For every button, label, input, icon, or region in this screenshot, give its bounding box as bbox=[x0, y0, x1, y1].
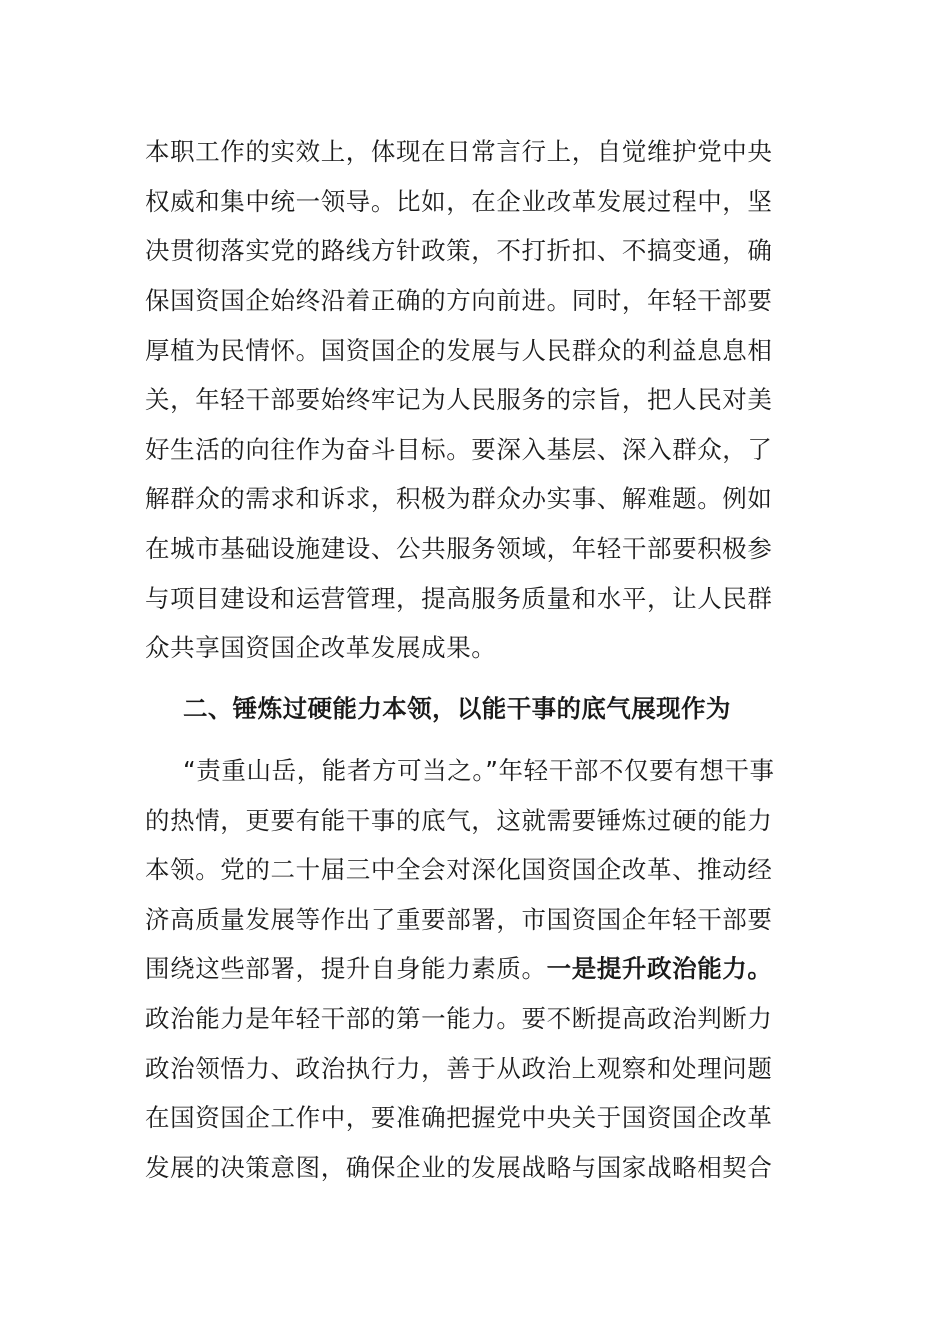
body-text-segment: 围绕这些部署，提升自身能力素质。 bbox=[145, 954, 547, 983]
body-text-line: 决贯彻落实党的路线方针政策，不打折扣、不搞变通，确 bbox=[145, 236, 773, 265]
body-text-line: 关，年轻干部要始终牢记为人民服务的宗旨，把人民对美 bbox=[145, 385, 773, 414]
body-text-line: 本领。党的二十届三中全会对深化国资国企改革、推动经 bbox=[145, 855, 773, 884]
body-text-line: “责重山岳，能者方可当之。”年轻干部不仅要有想干事 bbox=[183, 756, 775, 785]
body-text-line: 在国资国企工作中，要准确把握党中央关于国资国企改革 bbox=[145, 1103, 773, 1132]
body-text-line: 的热情，更要有能干事的底气，这就需要锤炼过硬的能力 bbox=[145, 806, 773, 835]
body-text-line: 众共享国资国企改革发展成果。 bbox=[145, 633, 497, 662]
section-heading: 二、锤炼过硬能力本领，以能干事的底气展现作为 bbox=[183, 694, 731, 723]
body-text-line: 厚植为民情怀。国资国企的发展与人民群众的利益息息相 bbox=[145, 336, 773, 365]
body-text-line: 在城市基础设施建设、公共服务领域，年轻干部要积极参 bbox=[145, 534, 773, 563]
body-text-line: 政治领悟力、政治执行力，善于从政治上观察和处理问题 bbox=[145, 1054, 773, 1083]
body-text-line: 与项目建设和运营管理，提高服务质量和水平，让人民群 bbox=[145, 584, 773, 613]
body-text-line: 发展的决策意图，确保企业的发展战略与国家战略相契合 bbox=[145, 1153, 773, 1182]
body-text-line: 权威和集中统一领导。比如，在企业改革发展过程中，坚 bbox=[145, 187, 773, 216]
body-text-line: 本职工作的实效上，体现在日常言行上，自觉维护党中央 bbox=[145, 137, 773, 166]
body-text-line: 好生活的向往作为奋斗目标。要深入基层、深入群众，了 bbox=[145, 435, 773, 464]
body-text-line: 政治能力是年轻干部的第一能力。要不断提高政治判断力 bbox=[145, 1004, 773, 1033]
body-text-line: 保国资国企始终沿着正确的方向前进。同时，年轻干部要 bbox=[145, 286, 773, 315]
body-text-line bbox=[145, 949, 810, 989]
body-text-line: 济高质量发展等作出了重要部署，市国资国企年轻干部要 bbox=[145, 905, 773, 934]
emphasis-text: 一是提升政治能力。 bbox=[546, 954, 773, 983]
body-text-line: 解群众的需求和诉求，积极为群众办实事、解难题。例如 bbox=[145, 484, 773, 513]
